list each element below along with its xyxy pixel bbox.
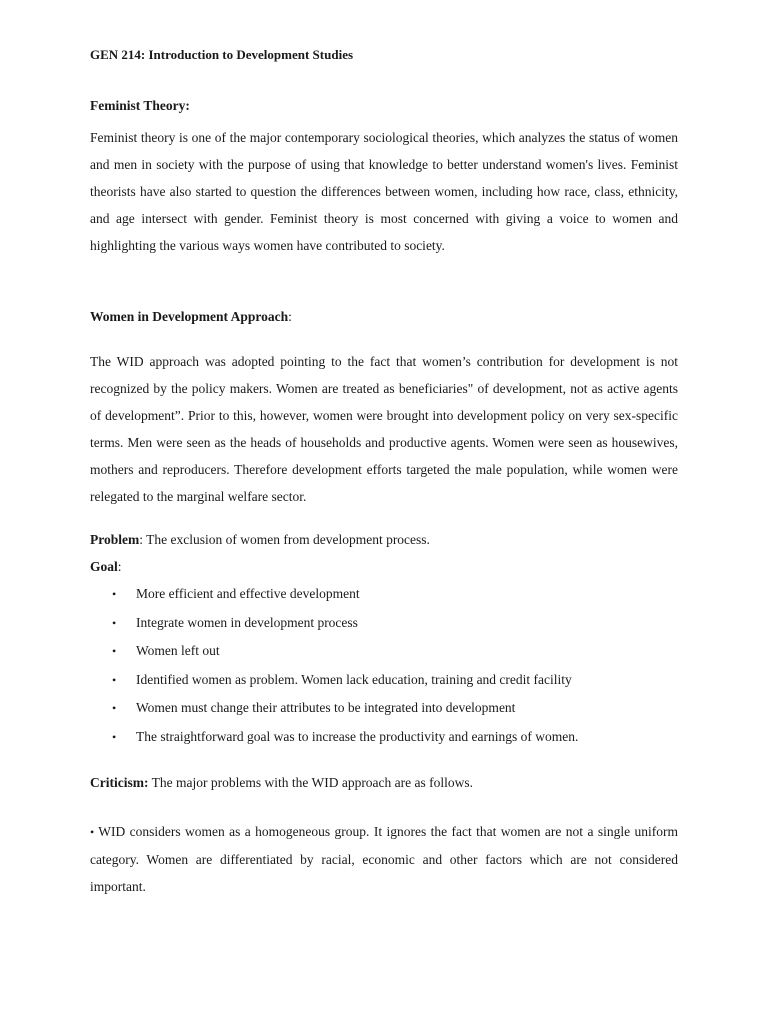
goal-list-item (90, 727, 678, 756)
criticism-text: The major problems with the WID approach are as follows. (148, 775, 474, 790)
goal-list-item (90, 641, 678, 670)
criticism-point-text: WID considers women as a homogeneous group. It ignores the fact that women are not a single uniform category. Women are differentiated by racial, economic and other factors which are not considered important. (90, 824, 678, 894)
problem-statement (90, 530, 430, 550)
goal-list (90, 584, 678, 756)
goal-item-text: Women left out (136, 643, 220, 659)
bullet-icon: • (90, 825, 95, 839)
criticism-statement (90, 773, 473, 793)
goal-list-item (90, 584, 678, 613)
goal-item-text: The straightforward goal was to increase the productivity and earnings of women. (136, 728, 579, 744)
criticism-point (90, 818, 678, 900)
problem-text: : The exclusion of women from development process. (139, 532, 430, 547)
bullet-icon: • (112, 701, 117, 716)
goal-list-item (90, 698, 678, 727)
goal-list-item (90, 670, 678, 699)
wid-heading-text: Women in Development Approach (90, 309, 289, 324)
bullet-icon: • (112, 672, 117, 687)
goal-item-text: More efficient and effective development (136, 586, 360, 601)
goal-heading (90, 557, 122, 577)
wid-heading-colon: : (288, 309, 292, 324)
feminist-theory-paragraph: Feminist theory is one of the major contemporary sociological theories, which analyzes the status of women and men in society with the purpose of using that knowledge to better understand women's lives. Feminist theorists have also started to question the differences between women, including how race, class, ethnicity, and age intersect with gender. Feminist theory is most concerned with giving a voice to women and highlighting the various ways women have contributed to society. (90, 130, 678, 253)
goal-label: Goal (90, 559, 118, 574)
feminist-theory-heading: Feminist Theory: (90, 98, 190, 113)
wid-approach-heading (90, 307, 292, 327)
bullet-icon: • (112, 615, 117, 630)
bullet-icon: • (112, 587, 117, 601)
goal-colon: : (117, 559, 122, 574)
bullet-icon: • (112, 644, 117, 659)
goal-item-text: Women must change their attributes to be integrated into development (136, 700, 516, 716)
problem-label: Problem (90, 532, 140, 547)
goal-item-text: Identified women as problem. Women lack education, training and credit facility (136, 671, 572, 687)
goal-list-item (90, 613, 678, 642)
goal-item-text: Integrate women in development process (136, 614, 358, 630)
bullet-icon: • (112, 729, 117, 744)
course-header: GEN 214: Introduction to Development Studies (90, 47, 354, 62)
criticism-label: Criticism: (90, 775, 149, 790)
wid-approach-paragraph: The WID approach was adopted pointing to the fact that women’s contribution for development is not recognized by the policy makers. Women are treated as beneficiaries" of development, not as active agents of development”. Prior to this, however, women were brought into development policy on very sex-specific terms. Men were seen as the heads of households and productive agents. Women were seen as housewives, mothers and reproducers. Therefore development efforts targeted the male population, while women were relegated to the marginal welfare sector. (90, 354, 678, 504)
